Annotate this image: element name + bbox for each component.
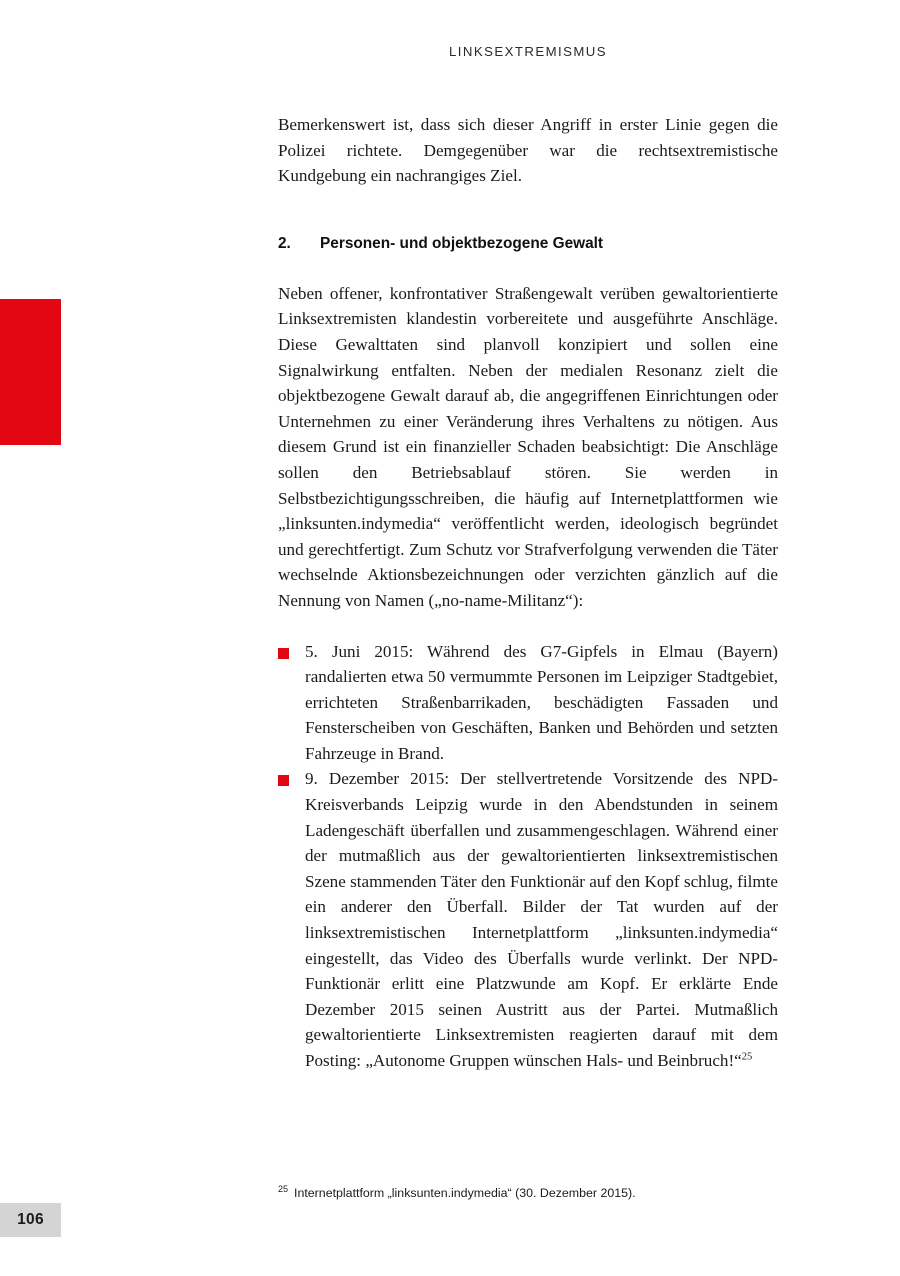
text-column (278, 112, 778, 1074)
list-item-text: 5. Juni 2015: Während des G7-Gipfels in Elmau (Bayern) randalierten etwa 50 vermummte Personen im Leipziger Stadtgebiet, errichteten Straßenbarrikaden, beschädigten Fassaden und Fensterscheiben von Geschäften, Banken und Behörden und setzten Fahrzeuge in Brand. (305, 641, 778, 763)
section-heading (278, 233, 778, 255)
intro-paragraph: Bemerkenswert ist, dass sich dieser Angriff in erster Linie gegen die Polizei richtete. Demgegenüber war die rechtsextremistische Kundgebung ein nachrangiges Ziel. (278, 115, 778, 186)
square-bullet-icon (278, 775, 289, 786)
spacer (278, 189, 778, 233)
footnote-reference[interactable]: 25 (741, 1051, 753, 1063)
spacer (278, 614, 778, 639)
footnote-text: Internetplattform „linksunten.indymedia“ (30. Dezember 2015). (294, 1186, 636, 1200)
footnote-number: 25 (278, 1184, 289, 1194)
main-paragraph: Neben offener, konfrontativer Straßengewalt verüben gewaltorientierte Linksextremisten klandestin vorbereitete und ausgeführte Anschläge. Diese Gewalttaten sind planvoll konzipiert und sollen eine Signalwirkung entfalten. Neben der medialen Resonanz zielt die objektbezogene Gewalt darauf ab, die angegriffenen Einrichtungen oder Unternehmen zu einer Veränderung ihres Verhaltens zu nötigen. Aus diesem Grund ist ein finanzieller Schaden beabsichtigt: Die Anschläge sollen den Betriebsablauf stören. Sie werden in Selbstbezichtigungsschreiben, die häufig auf Internetplattformen wie „linksunten.indymedia“ veröffentlicht werden, ideologisch begründet und gerechtfertigt. Zum Schutz vor Strafverfolgung verwenden die Täter wechselnde Aktionsbezeichnungen oder verzichten gänzlich auf die Nennung von Namen („no-name-Militanz“): (278, 283, 778, 610)
list-item (278, 766, 778, 1073)
running-head: LINKSEXTREMISMUS (448, 44, 608, 59)
section-title: Personen- und objektbezogene Gewalt (320, 234, 604, 252)
footnote (278, 1185, 783, 1202)
section-number: 2. (278, 234, 291, 252)
list-item-text: 9. Dezember 2015: Der stellvertretende Vorsitzende des NPD-Kreisverbands Leipzig wurde in den Abendstunden in seinem Ladengeschäft überfallen und zusammengeschlagen. Während einer der mutmaßlich aus der gewaltorientierten linksextremistischen Szene stammenden Täter den Funktionär auf den Kopf schlug, filmte ein anderer den Überfall. Bilder der Tat wurden auf der linksextremistischen Internetplattform „linksunten.indymedia“ eingestellt, das Video des Überfalls wurde verlinkt. Der NPD-Funktionär erlitt eine Platzwunde am Kopf. Er erklärte Ende Dezember 2015 seinen Austritt aus der Partei. Mutmaßlich gewaltorientierte Linksextremisten reagierten darauf mit dem Posting: „Autonome Gruppen wünschen Hals- und Beinbruch!“ (305, 769, 778, 1070)
list-item (278, 639, 778, 767)
chapter-edge-tab-marker (0, 299, 61, 445)
spacer (278, 255, 778, 281)
page-number: 106 (17, 1211, 44, 1228)
page-number-box (0, 1203, 61, 1237)
incident-bullet-list (278, 639, 778, 1074)
square-bullet-icon (278, 648, 289, 659)
